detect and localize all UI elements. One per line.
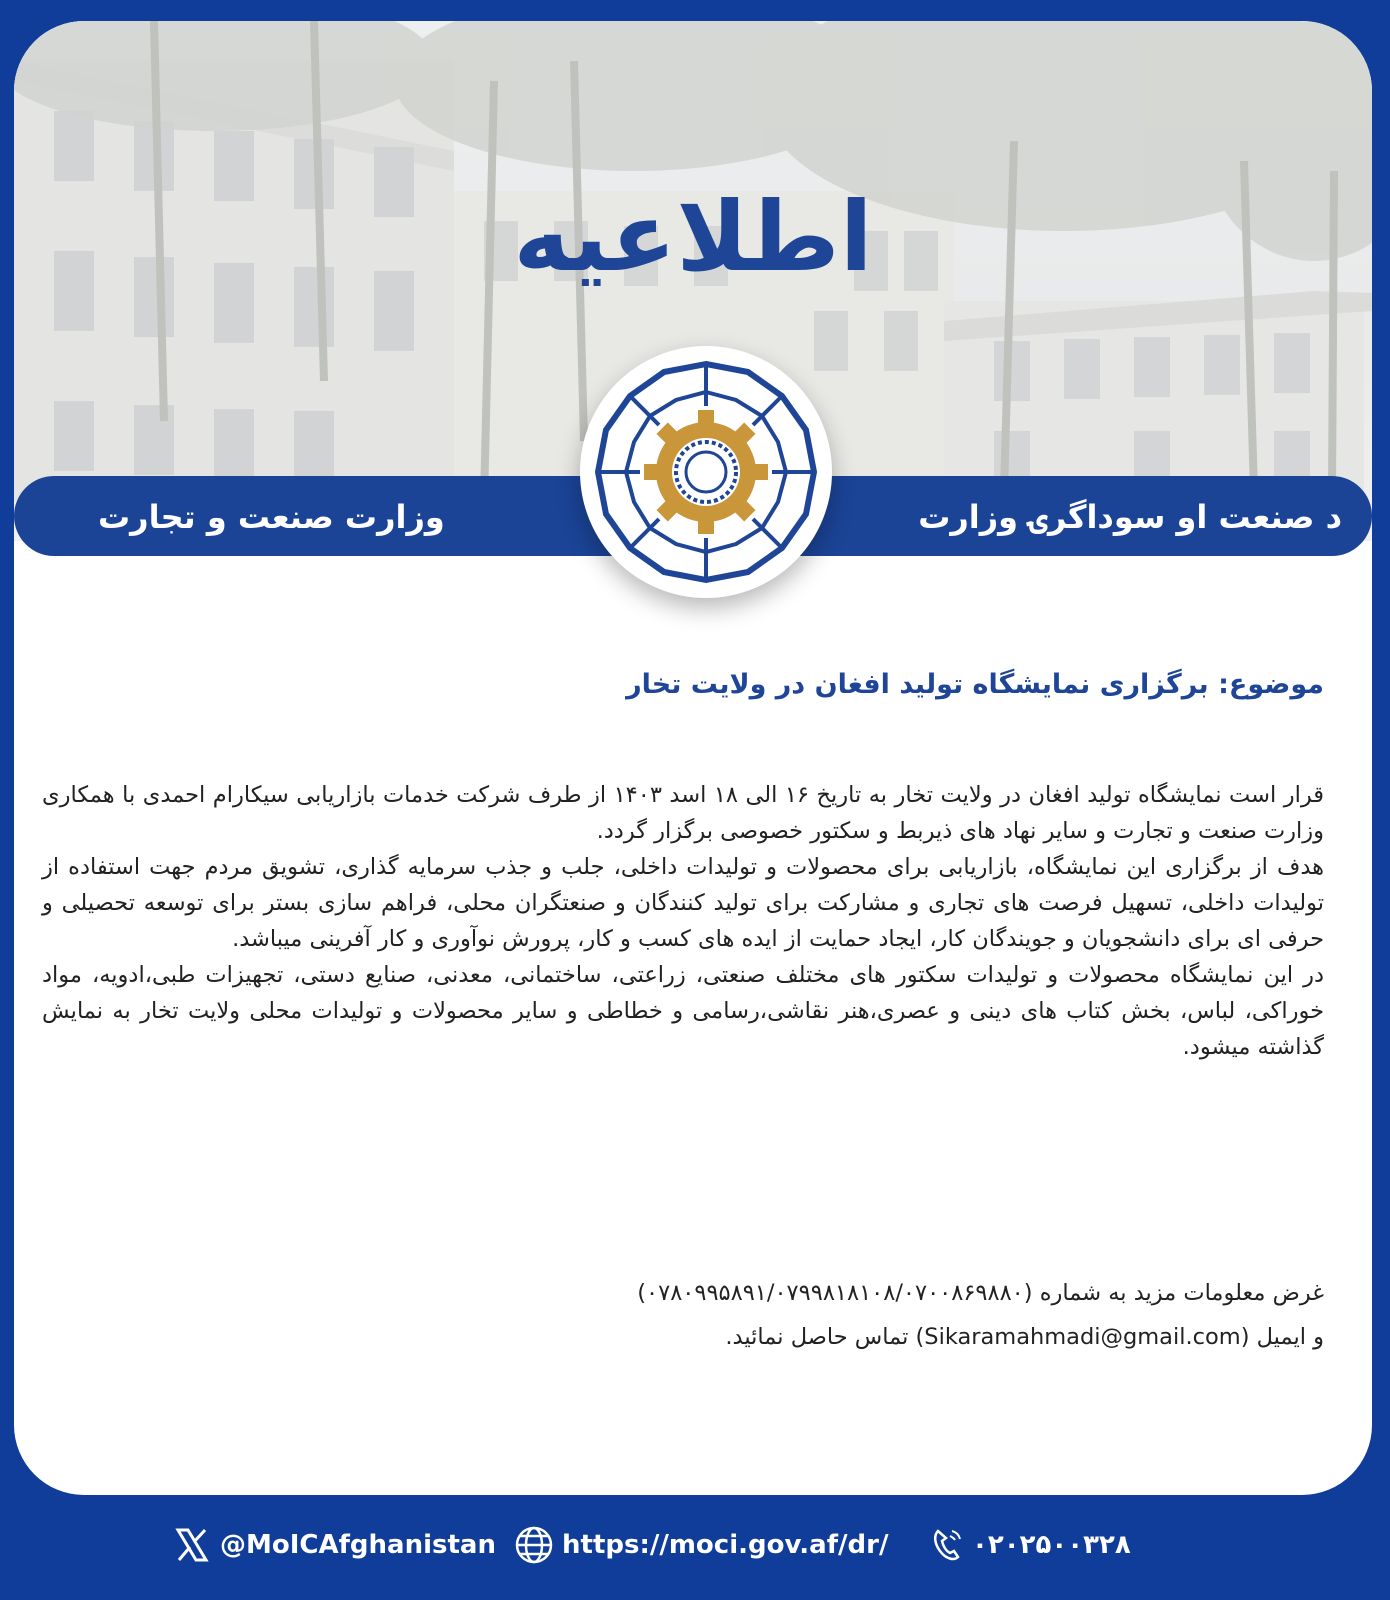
phone-number-text: ۰۲۰۲۵۰۰۳۲۸ xyxy=(972,1530,1131,1560)
ministry-name-pashto: د صنعت او سوداگرۍ وزارت xyxy=(918,498,1342,536)
contact-info xyxy=(637,1271,1324,1359)
x-logo-icon xyxy=(172,1525,212,1565)
ministry-logo-icon xyxy=(580,346,832,598)
subject-line: موضوع: برگزاری نمایشگاه تولید افغان در ولایت تخار xyxy=(626,669,1324,700)
notice-card xyxy=(14,21,1372,1495)
website-link[interactable] xyxy=(514,1525,888,1565)
ministry-logo xyxy=(580,346,832,598)
footer-bar xyxy=(0,1507,1390,1577)
notice-title: اطلاعیه xyxy=(513,181,873,293)
globe-icon xyxy=(514,1525,554,1565)
phone-icon xyxy=(930,1525,964,1565)
phone-number[interactable] xyxy=(930,1525,1131,1565)
ministry-name-dari: وزارت صنعت و تجارت xyxy=(98,498,445,536)
paragraph-intro: قرار است نمایشگاه تولید افغان در ولایت تخار به تاریخ ۱۶ الی ۱۸ اسد ۱۴۰۳ از طرف شرکت خدمات بازاریابی سیکارام احمدی با همکاری وزارت صنعت و تجارت و سایر نهاد های ذیربط و سکتور خصوصی برگزار گردد. xyxy=(42,782,1325,844)
twitter-handle[interactable] xyxy=(172,1525,496,1565)
website-url: https://moci.gov.af/dr/ xyxy=(562,1530,889,1560)
contact-email-line: و ایمیل (Sikaramahmadi@gmail.com) تماس حاصل نمائید. xyxy=(725,1324,1324,1350)
paragraph-products: در این نمایشگاه محصولات و تولیدات سکتور های مختلف صنعتی، زراعتی، ساختمانی، معدنی، صنایع دستی، تجهیزات طبی،ادویه، مواد خوراکی، لباس، بخش کتاب های دینی و عصری،هنر نقاشی،رسامی و خطاطی و سایر محصولات و تولیدات محلی ولایت تخار به نمایش گذاشته میشود. xyxy=(42,962,1324,1060)
notice-body xyxy=(42,777,1324,1065)
twitter-handle-text: @MoICAfghanistan xyxy=(220,1530,496,1560)
paragraph-purpose: هدف از برگزاری این نمایشگاه، بازاریابی برای محصولات و تولیدات داخلی، جلب و جذب سرمایه گذاری، تشویق مردم جهت استفاده از تولیدات داخلی، تسهیل فرصت های تجاری و مشارکت برای تولید کنندگان و صنعتگران محلی، فراهم سازی بستر برای توسعه تحصیلی و حرفی ای برای دانشجویان و جویندگان کار، ایجاد حمایت از ایده های کسب و کار، پرورش نوآوری و کار آفرینی میباشد. xyxy=(42,854,1324,952)
contact-phone-line: غرض معلومات مزید به شماره (۰۷۸۰۹۹۵۸۹۱/۰۷۹۹۸۱۸۱۰۸/۰۷۰۰۸۶۹۸۸۰) xyxy=(637,1280,1324,1306)
